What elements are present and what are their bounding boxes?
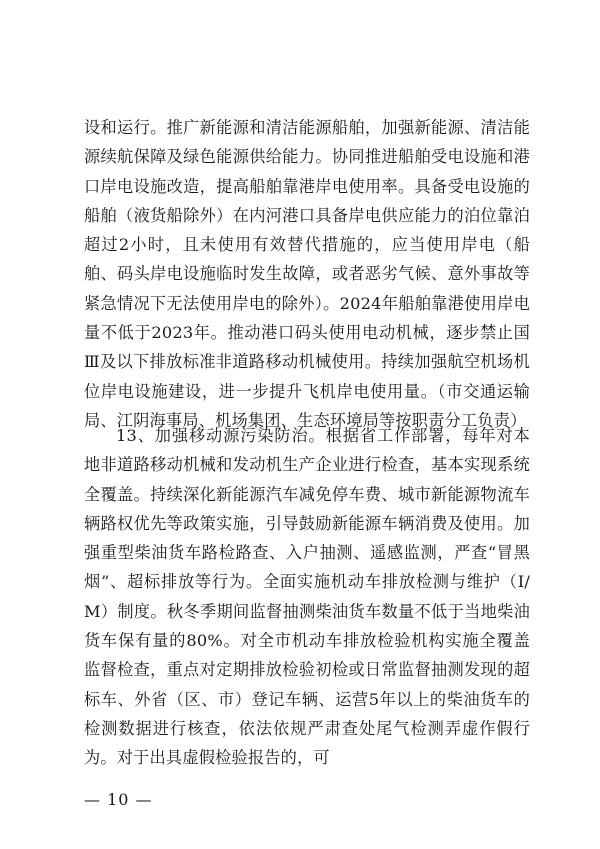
section-heading: 13、加强移动源污染防治。 — [116, 426, 326, 445]
paragraph-text: 根据省工作部署，每年对本地非道路移动机械和发动机生产企业进行检查，基本实现系统全覆盖。持续深化新能源汽车减免停车费、城市新能源物流车辆路权优先等政策实施，引导鼓励新能源车辆消费及使用。加强重型柴油货车路检路查、入户抽测、遥感监测，严查“冒黑烟”、超标排放等行为。全面实施机动车排放检测与维护（I/M）制度。秋冬季期间监督抽测柴油货车数量不低于当地柴油货车保有量的80%。对全市机动车排放检验机构实施全覆盖监督检查，重点对定期排放检验初检或日常监督抽测发现的超标车、外省（区、市）登记车辆、运营5年以上的柴油货车的检测数据进行核查，依法依规严肃查处尾气检测弄虚作假行为。对于出具虚假检验报告的，可 — [84, 426, 530, 768]
body-paragraph-shore-power — [84, 113, 530, 435]
responsibility-note: （市交通运输局、江阴海事局、机场集团、生态环境局等按职责分工负责） — [84, 381, 530, 430]
body-paragraph-mobile-source — [84, 421, 530, 773]
page-number: — 10 — — [84, 790, 153, 809]
paragraph-text: 设和运行。推广新能源和清洁能源船舶，加强新能源、清洁能源续航保障及绿色能源供给能力。协同推进船舶受电设施和港口岸电设施改造，提高船舶靠港岸电使用率。具备受电设施的船舶（液货船除外）在内河港口具备岸电供应能力的泊位靠泊超过2小时，且未使用有效替代措施的，应当使用岸电（船舶、码头岸电设施临时发生故障，或者恶劣气候、意外事故等紧急情况下无法使用岸电的除外）。2024年船舶靠港使用岸电量不低于2023年。推动港口码头使用电动机械，逐步禁止国Ⅲ及以下排放标准非道路移动机械使用。持续加强航空机场机位岸电设施建设，进一步提升飞机岸电使用量。 — [84, 118, 530, 401]
